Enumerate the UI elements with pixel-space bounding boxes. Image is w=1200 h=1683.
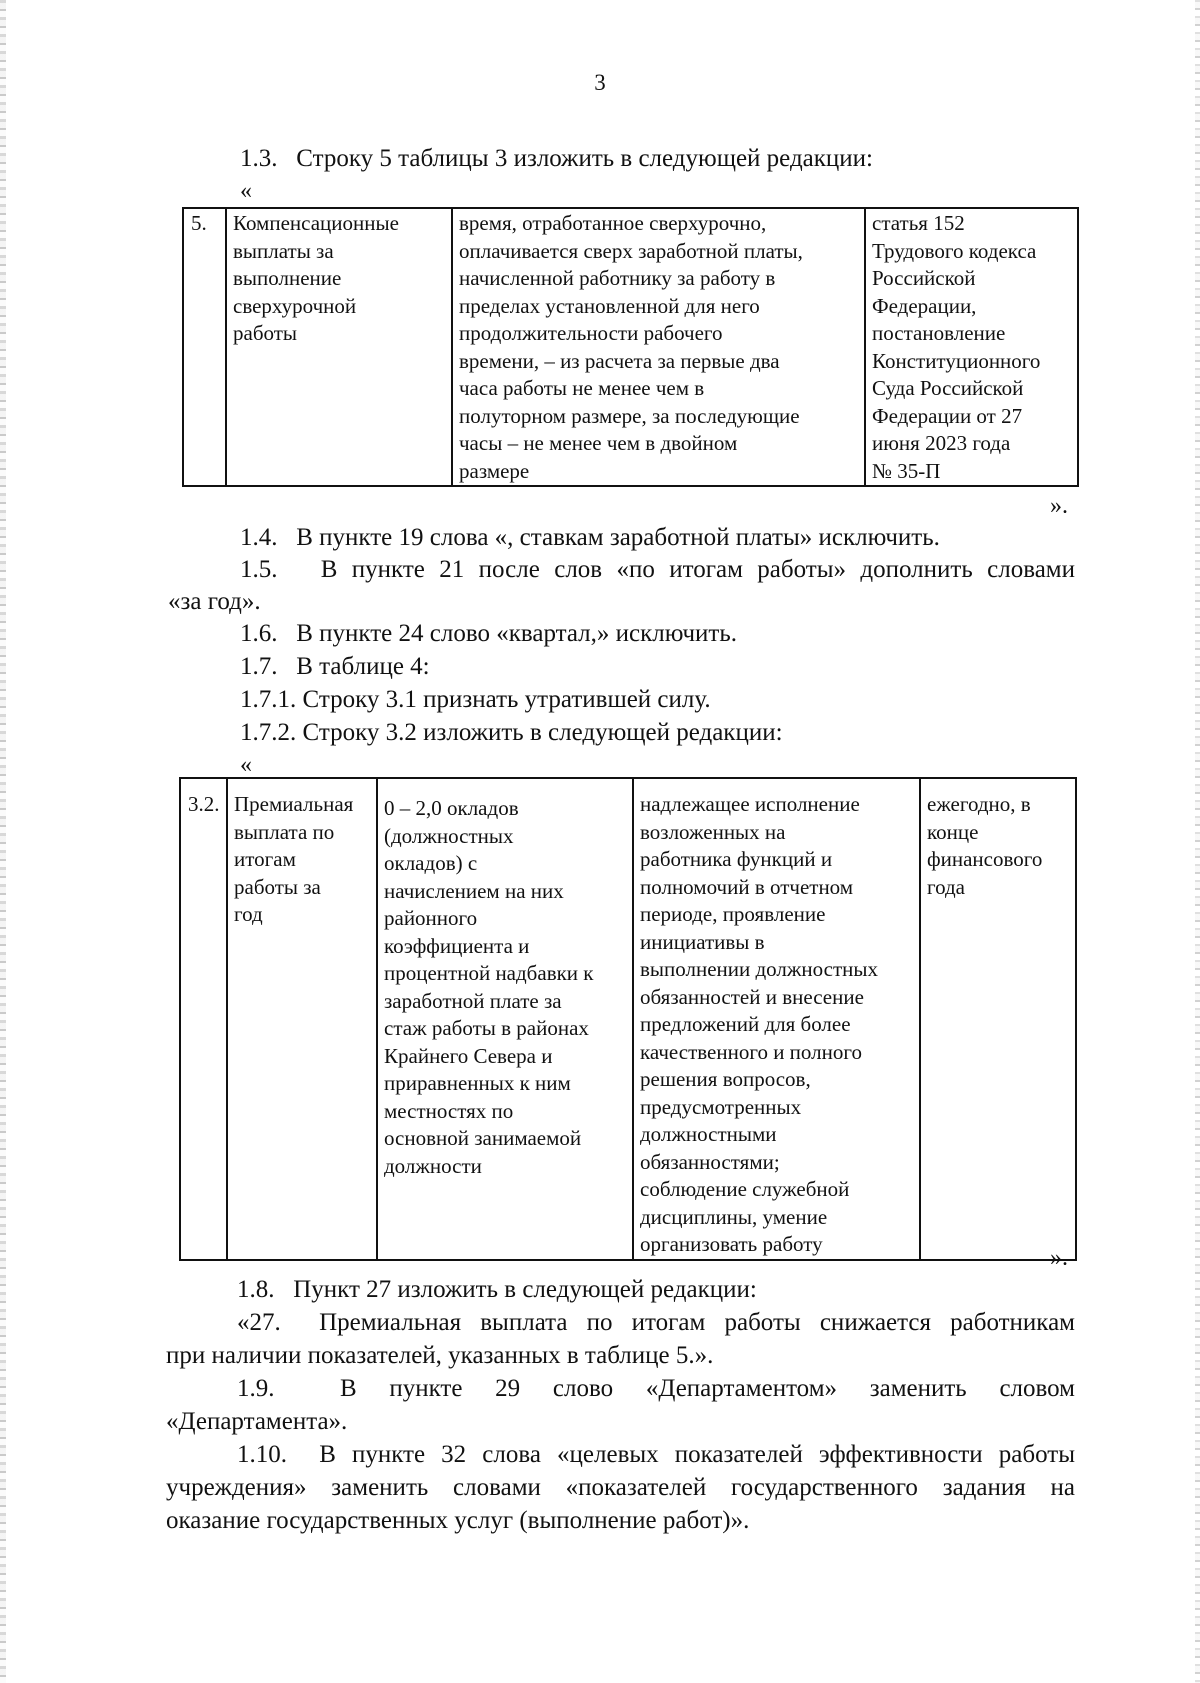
t3-cell-num [183,208,226,486]
t4-criteria-line: решения вопросов, [640,1067,811,1091]
item-27-line-1: «27. Премиальная выплата по итогам работы снижается работникам [237,1309,1075,1336]
t4-amount-line: районного [384,906,478,930]
item-1-4: 1.4. В пункте 19 слова «, ставкам заработной платы» исключить. [240,524,940,551]
t4-amount-line: окладов) с [384,851,478,875]
item-1-3: 1.3. Строку 5 таблицы 3 изложить в следующей редакции: [240,145,873,172]
t3-basis-line: Федерации, [872,293,977,318]
t4-criteria-line: предусмотренных [640,1094,802,1119]
t4-criteria-line: дисциплины, умение [640,1204,828,1229]
t4-criteria-line: организовать работу [640,1232,823,1256]
scan-edge-right [1195,0,1200,1683]
t4-amount-line: начислением на них [384,878,564,903]
page-number: 3 [594,70,606,95]
t4-criteria-line: полномочий в отчетном [640,874,854,899]
t3-name-line: Компенсационные [233,211,399,235]
item-1-7-1: 1.7.1. Строку 3.1 признать утратившей силу. [240,686,711,713]
t3-basis-line: Конституционного [872,348,1041,373]
t3-cond-line: пределах установленной для него [459,293,760,318]
t3-name-line: сверхурочной [233,293,357,318]
t4-name-line: выплата по [234,819,335,844]
t4-amount-line: Крайнего Севера и [384,1043,553,1068]
t4-num: 3.2. [188,792,220,816]
t3-basis-line: статья 152 [872,211,965,235]
t4-criteria-line: выполнении должностных [640,957,878,981]
item-1-6: 1.6. В пункте 24 слово «квартал,» исключить. [240,620,737,647]
t4-cell-period [920,778,1076,1260]
item-1-10-line-2: учреждения» заменить словами «показателей государственного задания на [166,1474,1075,1501]
t3-num: 5. [191,211,207,235]
item-1-9-line-1: 1.9. В пункте 29 слово «Департаментом» заменить словом [237,1375,1075,1402]
t3-cond-line: начисленной работнику за работу в [459,266,776,290]
quote-close-1: ». [1050,493,1068,519]
t4-name-line: работы за [234,874,321,899]
item-1-7: 1.7. В таблице 4: [240,653,430,680]
t3-name-line: работы [233,321,298,345]
item-1-7-2: 1.7.2. Строку 3.2 изложить в следующей редакции: [240,719,783,746]
t4-amount-line: местностях по [384,1098,514,1123]
t4-criteria-line: соблюдение служебной [640,1177,850,1201]
item-1-9-line-2: «Департамента». [166,1408,348,1435]
t4-amount-line: приравненных к ним [384,1071,571,1095]
item-1-10-line-1: 1.10. В пункте 32 слова «целевых показателей эффективности работы [237,1441,1075,1468]
t3-cond-line: оплачивается сверх заработной платы, [459,238,803,263]
t4-period-line: ежегодно, в [927,792,1031,816]
t3-cond-line: продолжительности рабочего [459,321,723,345]
t3-name-line: выплаты за [233,238,334,263]
t3-basis-line: Суда Российской [872,376,1024,400]
t4-name-line: Премиальная [234,792,354,816]
item-1-10-line-3: оказание государственных услуг (выполнение работ)». [166,1507,750,1534]
table-4-row-3-2 [179,777,1077,1261]
t3-basis-line: Российской [872,266,976,290]
t4-period-line: конце [927,819,979,844]
t4-criteria-line: надлежащее исполнение [640,792,860,816]
t3-cell-basis [865,208,1078,486]
t3-basis-line: Трудового кодекса [872,238,1037,263]
table-row [183,208,1078,486]
t3-cond-line: размере [459,458,530,483]
t3-name-line: выполнение [233,266,342,290]
t4-cell-num [180,778,227,1260]
t4-amount-line: должности [384,1153,482,1178]
quote-open-2: « [240,752,252,778]
t4-criteria-line: качественного и полного [640,1039,862,1064]
t3-cond-line: часы – не менее чем в двойном [459,431,738,455]
item-27-line-2: при наличии показателей, указанных в таблице 5.». [166,1342,714,1369]
t3-cond-line: времени, – из расчета за первые два [459,348,780,373]
t4-period-line: года [927,874,965,899]
t3-cell-condition [452,208,865,486]
scan-edge-left [0,0,6,1683]
t4-criteria-line: должностными [640,1122,777,1146]
t4-name-line: итогам [234,847,296,871]
t4-criteria-line: возложенных на [640,819,786,844]
quote-close-2: ». [1050,1245,1068,1271]
t4-cell-criteria [633,778,920,1260]
table-3-row-5 [182,207,1079,487]
t4-amount-line: (должностных [384,823,514,848]
t3-basis-line: Федерации от 27 [872,403,1023,428]
t3-basis-line: постановление [872,321,1006,345]
t3-cond-line: полуторном размере, за последующие [459,403,800,428]
t4-criteria-line: предложений для более [640,1012,851,1036]
t4-criteria-line: обязанностей и внесение [640,984,864,1009]
t4-amount-line: процентной надбавки к [384,961,594,985]
t3-basis-line: № 35-П [872,458,941,483]
item-1-5-line-1: 1.5. В пункте 21 после слов «по итогам работы» дополнить словами [240,556,1075,583]
item-1-5-line-2: «за год». [168,588,261,615]
t3-cond-line: часа работы не менее чем в [459,376,705,400]
t3-cond-line: время, отработанное сверхурочно, [459,211,767,235]
t4-amount-line: 0 – 2,0 окладов [384,796,519,820]
t4-amount-line: стаж работы в районах [384,1016,589,1040]
t4-cell-amount [377,778,633,1260]
item-1-8: 1.8. Пункт 27 изложить в следующей редакции: [237,1276,757,1303]
table-row [180,778,1076,1260]
t4-criteria-line: работника функций и [640,847,833,871]
t4-cell-name [227,778,377,1260]
t4-name-line: год [234,902,263,926]
quote-open-1: « [240,178,252,204]
t4-amount-line: коэффициента и [384,933,530,958]
t4-amount-line: основной занимаемой [384,1126,582,1150]
t4-criteria-line: обязанностями; [640,1149,780,1174]
t4-criteria-line: инициативы в [640,929,765,954]
t4-criteria-line: периоде, проявление [640,902,826,926]
t4-amount-line: заработной плате за [384,988,562,1013]
t4-period-line: финансового [927,847,1043,871]
t3-basis-line: июня 2023 года [872,431,1011,455]
t3-cell-name [226,208,452,486]
